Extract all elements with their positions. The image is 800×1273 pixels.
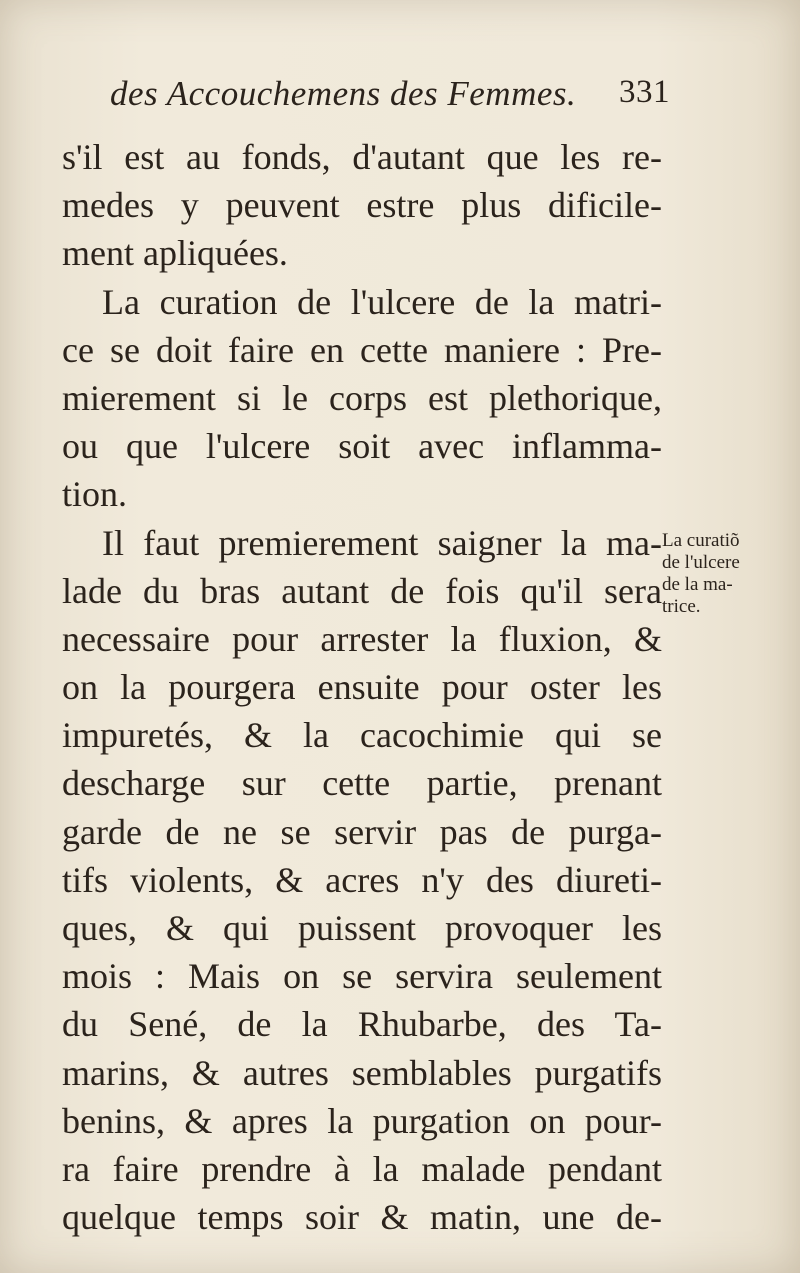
text-line: ou que l'ulcere soit avec inflamma- bbox=[62, 426, 662, 467]
text-line: tion. bbox=[62, 474, 128, 515]
text-line: descharge sur cette partie, prenant bbox=[62, 763, 662, 804]
text-line: La curation de l'ulcere de la matri- bbox=[102, 281, 662, 322]
page-number: 331 bbox=[619, 74, 670, 110]
text-line: mierement si le corps est plethorique, bbox=[62, 377, 662, 418]
text-line: impuretés, & la cacochimie qui se bbox=[62, 715, 662, 756]
text-line: s'il est au fonds, d'autant que les re- bbox=[62, 137, 662, 177]
text-line: lade du bras autant de fois qu'il sera bbox=[62, 570, 662, 611]
text-line: ment apliquées. bbox=[62, 233, 288, 274]
text-line: on la pourgera ensuite pour oster les bbox=[62, 667, 662, 708]
text-line: quelque temps soir & matin, une de- bbox=[62, 1197, 662, 1238]
text-line: garde de ne se servir pas de purga- bbox=[62, 811, 662, 852]
margin-note bbox=[662, 530, 792, 618]
text-line: tifs violents, & acres n'y des diureti- bbox=[62, 859, 662, 900]
margin-note-line: de l'ulcere bbox=[662, 552, 740, 573]
text-line: ques, & qui puissent provoquer les bbox=[62, 908, 662, 948]
text-line: marins, & autres semblables purgatifs bbox=[62, 1052, 662, 1093]
text-line: benins, & apres la purgation on pour- bbox=[62, 1100, 662, 1141]
margin-note-line: trice. bbox=[662, 596, 701, 617]
body-text bbox=[62, 133, 662, 1241]
text-line: Il faut premierement saigner la ma- bbox=[102, 522, 662, 563]
text-line: du Sené, de la Rhubarbe, des Ta- bbox=[62, 1004, 662, 1045]
text-line: ce se doit faire en cette maniere : Pre- bbox=[62, 329, 662, 370]
running-header bbox=[110, 74, 670, 114]
text-line: necessaire pour arrester la fluxion, & bbox=[62, 618, 662, 659]
text-line: mois : Mais on se servira seulement bbox=[62, 956, 662, 997]
text-line: medes y peuvent estre plus dificile- bbox=[62, 185, 662, 226]
margin-note-line: de la ma- bbox=[662, 574, 733, 595]
text-line: ra faire prendre à la malade pendant bbox=[62, 1148, 662, 1189]
margin-note-line: La curatiõ bbox=[662, 530, 740, 551]
running-title: des Accouchemens des Femmes. bbox=[110, 74, 577, 113]
